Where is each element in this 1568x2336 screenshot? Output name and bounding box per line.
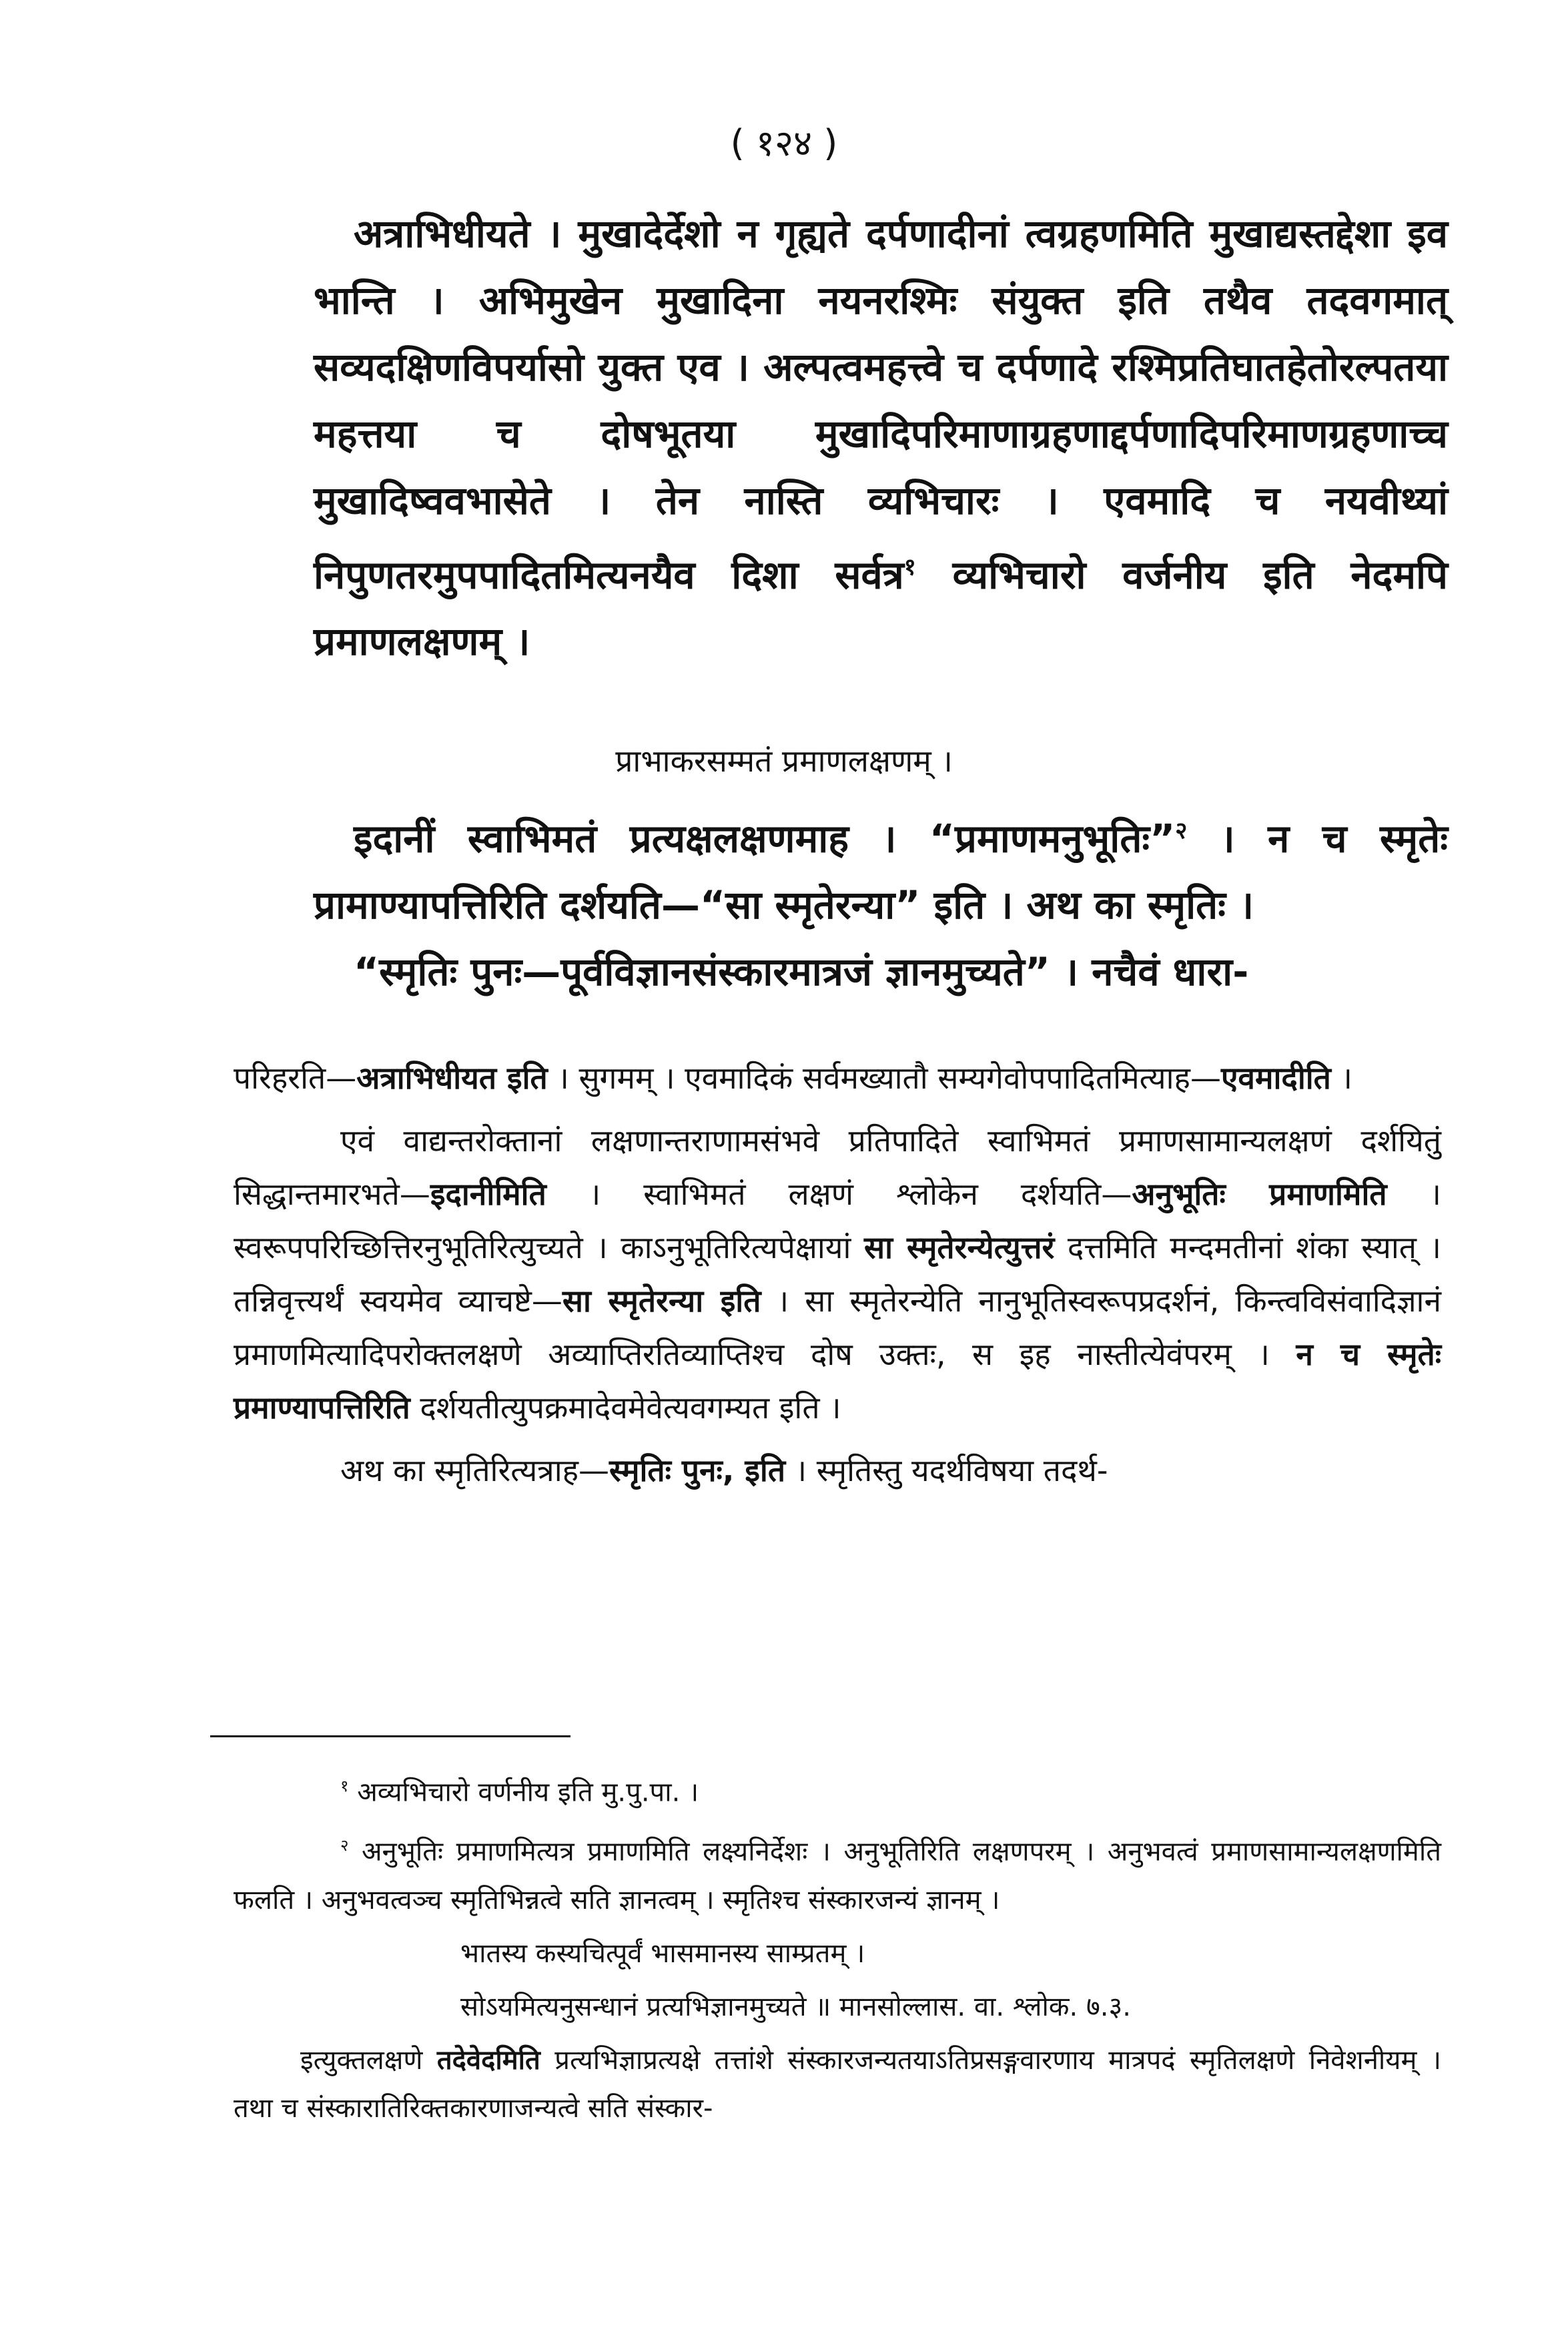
footnote-2 (234, 1821, 1441, 1924)
main-paragraph-end: व्यभिचारो वर्जनीय इति नेदमपि प्रमाणलक्षणम् । (314, 552, 1448, 665)
section-heading: प्राभाकरसम्मतं प्रमाणलक्षणम् । (615, 743, 953, 779)
main-paragraph-3: “स्मृतिः पुनः—पूर्वविज्ञानसंस्कारमात्रजं ज्ञानमुच्यते” । नचैवं धारा- (354, 949, 1249, 995)
main-text-block (314, 200, 1448, 675)
footnote-2-marker: २ (340, 1836, 349, 1855)
footnote-2-text: अनुभूतिः प्रमाणमित्यत्र प्रमाणमिति लक्ष्यनिर्देशः । अनुभूतिरिति लक्षणपरम् । अनुभवत्वं प्रमाणसामान्यलक्षणमिति फलति । अनुभवत्वञ्च स्मृतिभिन्नत्वे सति ज्ञानत्वम् । स्मृतिश्च संस्कारजन्यं ज्ञानम् । (234, 1836, 1441, 1916)
footnote-1-marker: १ (340, 1777, 349, 1795)
commentary-paragraph-1 (234, 1051, 1441, 1105)
page-number: ( १२४ ) (730, 122, 838, 164)
commentary-bold: अत्राभिधीयत इति (356, 1060, 548, 1096)
commentary-bold: एवमादीति (1220, 1060, 1331, 1096)
footnote-divider (210, 1735, 570, 1737)
main-paragraph (314, 200, 1448, 675)
commentary-bold: सा स्मृतेरन्या इति (562, 1283, 761, 1319)
main-text-block-2 (314, 798, 1448, 1005)
commentary-bold: इदानीमिति (430, 1176, 546, 1212)
footnote-marker: २ (1175, 818, 1188, 844)
verse-line-1: भातस्य कस्यचित्पूर्वं भासमानस्य साम्प्रतम् । (460, 1938, 865, 1969)
commentary-bold: न च स्मृतेः प्रमाण्यापत्तिरिति (234, 1336, 1441, 1426)
commentary-text: एवं वाद्यन्तरोक्तानां लक्षणान्तराणामसंभवे प्रतिपादिते स्वाभिमतं प्रमाणसामान्यलक्षणं दर्शयितुं सिद्धान्तमारभते— (234, 1123, 1441, 1212)
commentary-text: । सुगमम् । एवमादिकं सर्वमख्यातौ सम्यगेवोपपादितमित्याह— (547, 1060, 1221, 1096)
main-paragraph-2-text: इदानीं स्वाभिमतं प्रत्यक्षलक्षणमाह । “प्रमाणमनुभूतिः” (354, 816, 1176, 862)
footnote-text: इत्युक्तलक्षणे (300, 2044, 437, 2076)
commentary-text: दर्शयतीत्युपक्रमादेवमेवेत्यवगम्यत इति । (410, 1390, 841, 1426)
commentary-paragraph-2 (234, 1114, 1441, 1434)
commentary-block (234, 1051, 1441, 1506)
commentary-text: दत्तमिति मन्दमतीनां शंका स्यात् । तन्निवृत्त्यर्थं स्वयमेव व्याचष्टे— (234, 1229, 1441, 1319)
main-paragraph-text: अत्राभिधीयते । मुखादेर्देशो न गृह्यते दर्पणादीनां त्वग्रहणमिति मुखाद्यस्तद्देशा इव भान्ति । अभिमुखेन मुखादिना नयनरश्मिः संयुक्त इति तथैव तदवगमात् सव्यदक्षिणविपर्यासो युक्त एव । अल्पत्वमहत्त्वे च दर्पणादे रश्मिप्रतिघातहेतोरल्पतया महत्तया च दोषभूतया मुखादिपरिमाणाग्रहणाद्दर्पणादिपरिमाणग्रहणाच्च मुखादिष्ववभासेते । तेन नास्ति व्यभिचारः । एवमादि च नयवीथ्यां निपुणतरमुपपादितमित्यनयैव दिशा सर्वत्र (314, 211, 1448, 598)
commentary-text: । सा स्मृतेरन्येति नानुभूतिस्वरूपप्रदर्शनं, किन्त्वविसंवादिज्ञानं प्रमाणमित्यादिपरोक्तलक्षणे अव्याप्तिरतिव्याप्तिश्च दोष उक्तः, स इह नास्तीत्येवंपरम् । (234, 1283, 1442, 1372)
footnote-bold: तदेवेदमिति (436, 2044, 540, 2076)
footnotes-block (234, 1762, 1441, 2138)
verse-line-2: सोऽयमित्यनुसन्धानं प्रत्यभिज्ञानमुच्यते ॥ मानसोल्लास. वा. श्लोक. ७.३. (460, 1991, 1131, 2022)
footnote-continuation (234, 2036, 1441, 2132)
footnote-text: प्रत्यभिज्ञाप्रत्यक्षे तत्तांशे संस्कारजन्यतयाऽतिप्रसङ्गवारणाय मात्रपदं स्मृतिलक्षणे निवेशनीयम् । तथा च संस्कारातिरिक्तकारणाजन्यत्वे सति संस्कार- (234, 2044, 1441, 2124)
commentary-text: परिहरति— (234, 1060, 357, 1096)
commentary-text: अथ का स्मृतिरित्यत्राह— (340, 1452, 610, 1488)
footnote-1 (234, 1762, 1441, 1816)
commentary-text: । स्वाभिमतं लक्षणं श्लोकेन दर्शयति— (546, 1176, 1132, 1212)
commentary-text: । (1330, 1060, 1352, 1096)
commentary-bold: अनुभूतिः प्रमाणमिति (1132, 1176, 1387, 1212)
commentary-text: । स्मृतिस्तु यदर्थविषया तदर्थ- (785, 1452, 1108, 1488)
footnote-marker: १ (903, 554, 916, 581)
commentary-bold: सा स्मृतेरन्येत्युत्तरं (864, 1229, 1055, 1265)
commentary-text: । स्वरूपपरिच्छित्तिरनुभूतिरित्युच्यते । काऽनुभूतिरित्यपेक्षायां (234, 1176, 1441, 1265)
commentary-bold: स्मृतिः पुनः, इति (609, 1452, 786, 1488)
footnote-1-text: अव्यभिचारो वर्णनीय इति मु.पु.पा. । (348, 1777, 699, 1808)
main-paragraph-2 (314, 798, 1448, 938)
commentary-paragraph-3 (234, 1444, 1441, 1497)
main-paragraph-2-end: । न च स्मृतेः प्रामाण्यापत्तिरिति दर्शयति—“सा स्मृतेरन्या” इति । अथ का स्मृतिः । (314, 816, 1449, 928)
